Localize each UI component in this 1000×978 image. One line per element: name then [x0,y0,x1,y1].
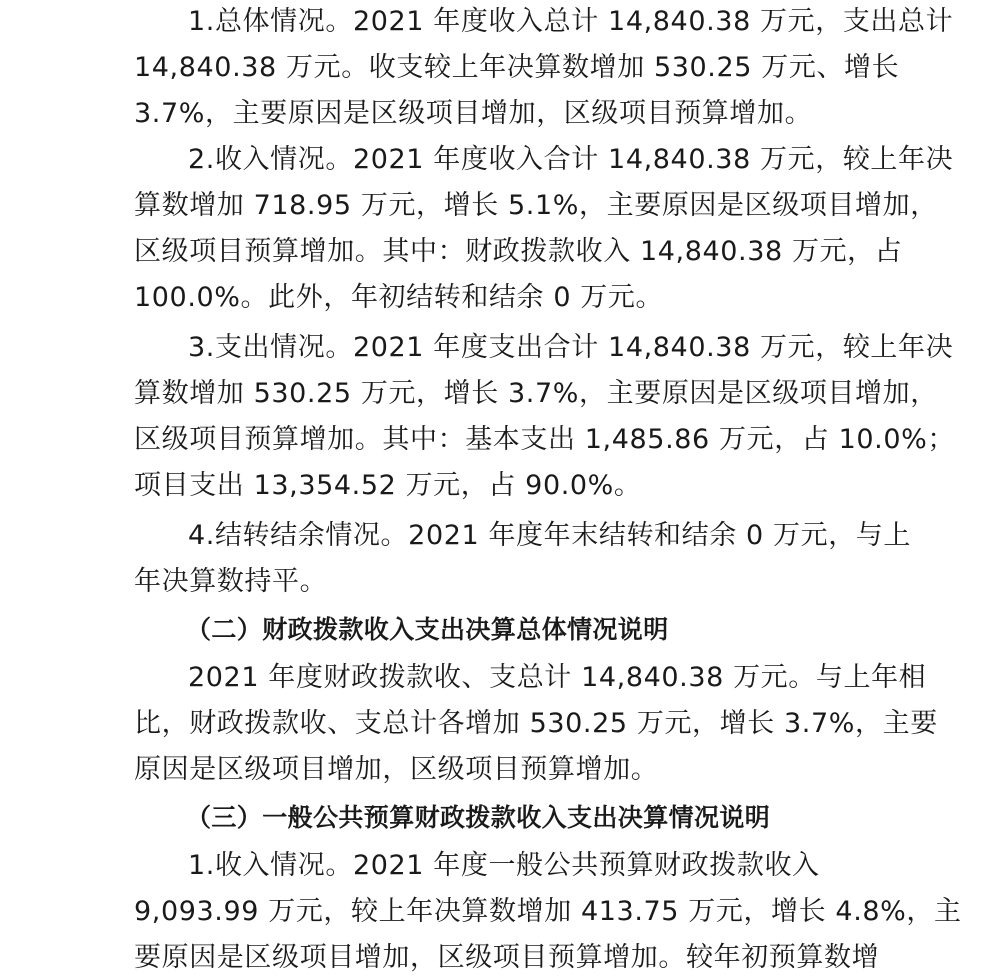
paragraph-overall-line-2: 14,840.38 万元。收支较上年决算数增加 530.25 万元、增长 [134,52,900,83]
paragraph-fiscal-total-line-2: 比，财政拨款收、支总计各增加 530.25 万元，增长 3.7%，主要 [134,708,938,739]
paragraph-general-budget-line-1: 1.收入情况。2021 年度一般公共预算财政拨款收入 [188,850,820,881]
paragraph-general-budget-line-2: 9,093.99 万元，较上年决算数增加 413.75 万元，增长 4.8%，主 [134,896,962,927]
section-heading-3: （三）一般公共预算财政拨款收入支出决算情况说明 [186,803,771,832]
section-heading-2: （二）财政拨款收入支出决算总体情况说明 [186,615,669,644]
paragraph-income-line-3: 区级项目预算增加。其中：财政拨款收入 14,840.38 万元，占 [134,236,903,267]
paragraph-expense-line-3: 区级项目预算增加。其中：基本支出 1,485.86 万元，占 10.0%； [134,424,955,455]
paragraph-expense-line-1: 3.支出情况。2021 年度支出合计 14,840.38 万元，较上年决 [188,332,954,363]
paragraph-overall-line-1: 1.总体情况。2021 年度收入总计 14,840.38 万元，支出总计 [188,6,954,37]
paragraph-fiscal-total-line-3: 原因是区级项目增加，区级项目预算增加。 [134,754,659,785]
paragraph-expense-line-2: 算数增加 530.25 万元，增长 3.7%，主要原因是区级项目增加， [134,378,938,409]
paragraph-overall-line-3: 3.7%，主要原因是区级项目增加，区级项目预算增加。 [134,98,813,129]
paragraph-income-line-2: 算数增加 718.95 万元，增长 5.1%，主要原因是区级项目增加， [134,190,938,221]
paragraph-fiscal-total-line-1: 2021 年度财政拨款收、支总计 14,840.38 万元。与上年相 [188,662,927,693]
paragraph-income-line-1: 2.收入情况。2021 年度收入合计 14,840.38 万元，较上年决 [188,144,954,175]
paragraph-general-budget-line-3: 要原因是区级项目增加，区级项目预算增加。较年初预算数增 [134,942,880,973]
paragraph-carryover-line-2: 年决算数持平。 [134,566,328,597]
paragraph-income-line-4: 100.0%。此外，年初结转和结余 0 万元。 [134,282,664,313]
paragraph-expense-line-4: 项目支出 13,354.52 万元，占 90.0%。 [134,470,642,501]
paragraph-carryover-line-1: 4.结转结余情况。2021 年度年末结转和结余 0 万元，与上 [188,520,911,551]
